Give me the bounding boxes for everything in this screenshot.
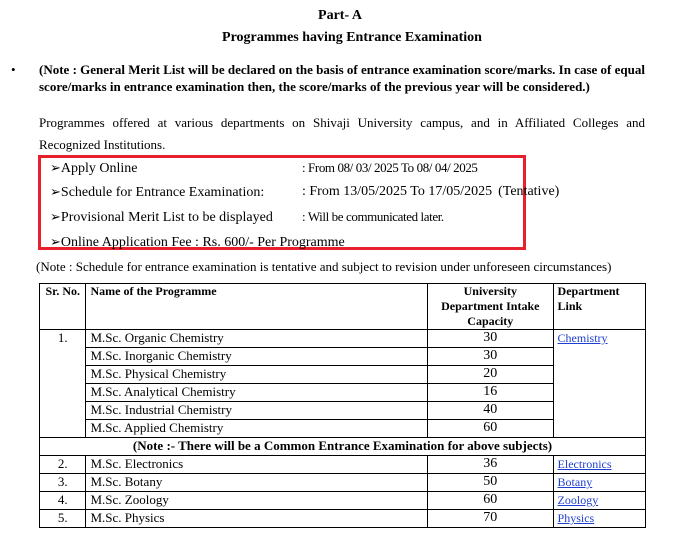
- sr-no: 5.: [40, 510, 86, 528]
- department-link-cell: [553, 474, 645, 492]
- arrow-icon: ➢: [50, 234, 61, 249]
- apply-online-dates: : From 08/ 03/ 2025 To 08/ 04/ 2025: [302, 160, 478, 175]
- bullet-icon: •: [11, 62, 16, 77]
- common-entrance-note: (Note :- There will be a Common Entrance Examination for above subjects): [40, 438, 646, 456]
- apply-online-label: Apply Online: [60, 161, 138, 176]
- intake-capacity: 50: [428, 474, 554, 492]
- table-row: [40, 456, 646, 474]
- table-row: [40, 492, 646, 510]
- electronics-link[interactable]: Electronics: [557, 457, 612, 471]
- table-row: [40, 510, 646, 528]
- page-title: Programmes having Entrance Examination: [222, 30, 482, 45]
- intake-capacity: 70: [428, 510, 554, 528]
- intake-capacity: 36: [428, 456, 554, 474]
- application-fee-text: Online Application Fee : Rs. 600/- Per Programme: [60, 235, 345, 250]
- intake-capacity: 40: [428, 402, 554, 420]
- intake-capacity: 60: [428, 492, 554, 510]
- sr-no: 1.: [40, 330, 86, 438]
- part-title: Part- A: [318, 8, 362, 23]
- intake-capacity: 20: [428, 366, 554, 384]
- apply-online-row: [50, 160, 138, 177]
- sr-no: 4.: [40, 492, 86, 510]
- arrow-icon: ➢: [50, 209, 61, 224]
- common-entrance-note-row: [40, 438, 646, 456]
- schedule-row: [50, 184, 264, 201]
- chemistry-link[interactable]: Chemistry: [557, 331, 608, 345]
- programmes-offered-text: Programmes offered at various departments on Shivaji University campus, and in Affiliated Colleges and Recognized Institutions.: [39, 115, 645, 152]
- sr-no: 2.: [40, 456, 86, 474]
- department-link-cell: [553, 330, 645, 438]
- programme-name: M.Sc. Analytical Chemistry: [86, 384, 428, 402]
- programme-name: M.Sc. Inorganic Chemistry: [86, 348, 428, 366]
- schedule-tentative: (Tentative): [498, 184, 560, 199]
- header-department-link: Department Link: [553, 284, 645, 330]
- schedule-dates: [302, 184, 559, 200]
- intake-capacity: 60: [428, 420, 554, 438]
- intake-capacity: 30: [428, 330, 554, 348]
- header-intake-capacity: University Department Intake Capacity: [428, 284, 554, 330]
- schedule-note: (Note : Schedule for entrance examination is tentative and subject to revision under unforeseen circumstances): [36, 259, 612, 274]
- application-fee-row: [50, 234, 345, 251]
- arrow-icon: ➢: [50, 184, 61, 199]
- table-row: [40, 330, 646, 348]
- programme-name: M.Sc. Botany: [86, 474, 428, 492]
- sr-no: 3.: [40, 474, 86, 492]
- intake-capacity: 30: [428, 348, 554, 366]
- header-programme-name: Name of the Programme: [86, 284, 428, 330]
- botany-link[interactable]: Botany: [557, 475, 593, 489]
- schedule-value: : From 13/05/2025 To 17/05/2025: [302, 184, 493, 199]
- department-link-cell: [553, 510, 645, 528]
- programme-name: M.Sc. Organic Chemistry: [86, 330, 428, 348]
- programme-name: M.Sc. Physics: [86, 510, 428, 528]
- physics-link[interactable]: Physics: [557, 511, 595, 525]
- programme-name: M.Sc. Physical Chemistry: [86, 366, 428, 384]
- department-link-cell: [553, 456, 645, 474]
- programme-name: M.Sc. Zoology: [86, 492, 428, 510]
- intake-capacity: 16: [428, 384, 554, 402]
- merit-note: (Note : General Merit List will be declared on the basis of entrance examination score/marks. In case of equal score/marks in entrance examination then, the score/marks of the previous year will be considered.): [39, 62, 645, 94]
- programmes-table: [39, 283, 646, 528]
- programme-name: M.Sc. Electronics: [86, 456, 428, 474]
- department-link-cell: [553, 492, 645, 510]
- header-sr-no: Sr. No.: [40, 284, 86, 330]
- arrow-icon: ➢: [50, 160, 61, 175]
- schedule-label: Schedule for Entrance Examination:: [60, 185, 265, 200]
- table-row: [40, 474, 646, 492]
- programme-name: M.Sc. Applied Chemistry: [86, 420, 428, 438]
- merit-list-value: : Will be communicated later.: [302, 209, 444, 224]
- zoology-link[interactable]: Zoology: [557, 493, 599, 507]
- programme-name: M.Sc. Industrial Chemistry: [86, 402, 428, 420]
- merit-list-row: [50, 209, 273, 226]
- merit-list-label: Provisional Merit List to be displayed: [60, 210, 273, 225]
